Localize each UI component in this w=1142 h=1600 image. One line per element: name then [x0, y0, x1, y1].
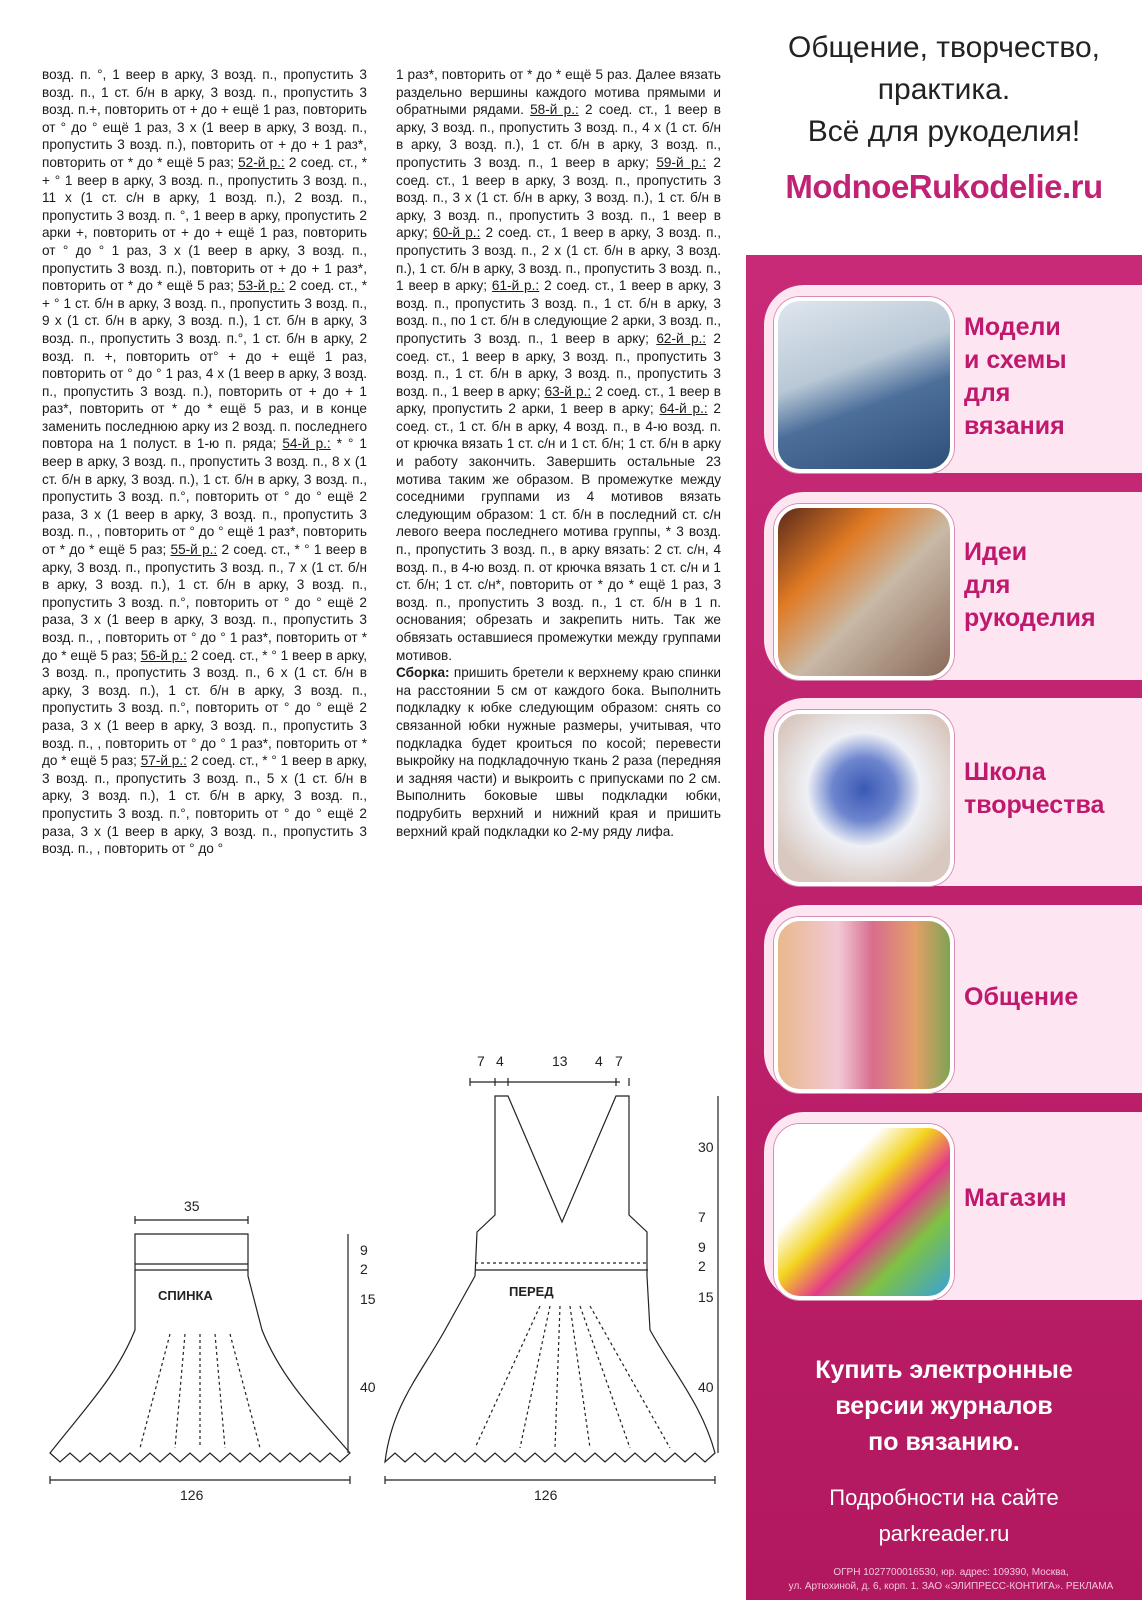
tile-communication[interactable]	[764, 905, 1142, 1093]
back-width-bottom: 126	[180, 1487, 204, 1503]
tile-1-line-1: Модели	[964, 313, 1061, 341]
tile-creativity-school[interactable]	[764, 698, 1142, 886]
tile-2-line-2: для	[964, 571, 1011, 599]
instructions-column-2: 1 раз*, повторить от * до * ещё 5 раз. Далее вязать раздельно вершины каждого мотива прямыми и обратными рядами. 58-й р.: 2 соед. ст., 1 веер в арку, 3 возд. п., пропустить 3 возд. п., 4 х (1 ст. б/н в арку, 3 возд. п.), 1 ст. б/н в арку, 3 возд. п., пропустить 3 возд. п., 1 веер в арку; 59-й р.: 2 соед. ст., 1 веер в арку, 3 возд. п., пропустить 3 возд. п., 3 х (1 ст. б/н в арку, 3 возд. п.), 1 ст. б/н в арку, 3 возд. п., пропустить 3 возд. п., 1 веер в арку; 60-й р.: 2 соед. ст., 1 веер в арку, 3 возд. п., пропустить 3 возд. п., 2 х (1 ст. б/н в арку, 3 возд. п.), 1 ст. б/н в арку, 3 возд. п., пропустить 3 возд. п., 1 веер в арку; 61-й р.: 2 соед. ст., 1 веер в арку, 3 возд. п., пропустить 3 возд. п., 1 ст. б/н в арку, 3 возд. п., по 1 ст. б/н в следующие 2 арки, 3 возд. п., пропустить 3 возд. п., 1 веер в арку; 62-й р.: 2 соед. ст., 1 веер в арку, 3 возд. п., пропустить 3 возд. п., 1 ст. б/н в арку, 3 возд. п., пропустить 3 возд. п., 1 веер в арку; 63-й р.: 2 соед. ст., 1 веер в арку, пропустить 2 арки, 1 веер в арку; 64-й р.: 2 соед. ст., 1 ст. б/н в арку, 4 возд. п., в 4-ю возд. п. от крючка вязать 1 ст. с/н и 1 ст. б/н; 1 ст. б/н в арку и работу закончить. Завершить остальные 23 мотива таким же образом. В промежутке между соседними группами из 4 мотивов вязать следующим образом: 1 ст. б/н в последний ст. с/н левого веера последнего мотива группы, * 3 возд. п., пропустить 3 возд. п., в арку вязать: 2 ст. с/н, 4 возд. п., в 4-ю возд. п. от крючка вязать 1 ст. с/н и 1 ст. б/н; 1 ст. с/н*, повторить от * до * ещё 1 раз, 3 возд. п., пропустить 3 возд. п., 1 ст. б/н в 1 п. основания; обрезать и закрепить нить. Так же обвязать оставшиеся промежутки между группами мотивов. Сборка: пришить бретели к верхнему краю спинки на расстоянии 5 см от каждого бока. Выполнить подкладку к юбке следующим образом: снять со связанной юбки нужные размеры, учитывая, что подкладка будет кроиться по косой; перевести выкройку на подкладочную ткань 2 раза (передняя и задняя части) и выкроить с припусками по 2 см. Выполнить боковые швы подкладки юбки, подрубить верхний и нижний края и пришить верхний край подкладки ко 2-му ряду лифа.	[396, 67, 721, 839]
front-height-1: 9	[698, 1239, 706, 1255]
front-height-neck: 7	[698, 1209, 706, 1225]
buy-line-2: версии журналов	[835, 1392, 1053, 1420]
tile-3-line-1: Школа	[964, 758, 1046, 786]
details-line-1: Подробности на сайте	[829, 1485, 1059, 1510]
buy-line-1: Купить электронные	[815, 1356, 1073, 1384]
advertisement-sidebar	[746, 0, 1142, 1600]
tile-shop[interactable]	[764, 1112, 1142, 1300]
front-height-3: 15	[698, 1289, 714, 1305]
front-top-1: 7	[477, 1053, 485, 1069]
front-top-3: 13	[552, 1053, 568, 1069]
front-width-bottom: 126	[534, 1487, 558, 1503]
tile-1-line-3: для	[964, 379, 1011, 407]
details	[746, 1480, 1142, 1552]
buy-electronic-versions	[746, 1352, 1142, 1460]
tile-3-line-2: творчества	[964, 791, 1105, 819]
front-height-2: 2	[698, 1258, 706, 1274]
front-top-2: 4	[496, 1053, 504, 1069]
ad-headline-1: Общение, творчество,	[788, 31, 1100, 64]
tile-1-line-2: и схемы	[964, 346, 1067, 374]
instructions-column-1: возд. п. °, 1 веер в арку, 3 возд. п., пропустить 3 возд. п., 1 ст. б/н в арку, 3 возд. п., пропустить 3 возд. п.+, повторить от + до + ещё 1 раз, повторить от ° до ° ещё 1 раз, 3 х (1 веер в арку, 3 возд. п., пропустить 3 возд. п.), повторить от + до + 1 раз*, повторить от * до * ещё 5 раз; 52-й р.: 2 соед. ст., * + ° 1 веер в арку, 3 возд. п., пропустить 3 возд. п., 11 х (1 ст. с/н в арку, 1 возд. п.), 2 возд. п., пропустить 3 возд. п. °, 1 веер в арку, пропустить 2 арки +, повторить от + до + ещё 1 раз, повторить от ° до ° 1 раз, 3 х (1 веер в арку, 3 возд. п., пропустить 3 возд. п.), повторить от + до + 1 раз*, повторить от * до * ещё 5 раз; 53-й р.: 2 соед. ст., * + ° 1 ст. б/н в арку, 3 возд. п., пропустить 3 возд. п., 9 х (1 ст. б/н в арку, 3 возд. п.), 1 ст. б/н в арку, 3 возд. п., пропустить 3 возд. п.°, 1 ст. б/н в арку, 2 возд. п. +, повторить от° + до + ещё 1 раз, повторить от ° до ° 1 раз, 4 х (1 веер в арку, 3 возд. п., пропустить 3 возд. п.), повторить от + до + 1 раз*, повторить от * до * ещё 5 раз, и в конце заменить последнюю арку из 2 возд. п. последнего повтора на 1 полуст. в 1-ю п. ряда; 54-й р.: * ° 1 веер в арку, 3 возд. п., пропустить 3 возд. п., 8 х (1 ст. б/н в арку, 3 возд. п.), 1 ст. б/н в арку, 3 возд. п., пропустить 3 возд. п.°, повторить от ° до ° ещё 2 раза, 3 х (1 веер в арку, 3 возд. п., пропустить 3 возд. п., , повторить от ° до ° ещё 1 раз*, повторить от * до * ещё 5 раз; 55-й р.: 2 соед. ст., * ° 1 веер в арку, 3 возд. п., пропустить 3 возд. п., 7 х (1 ст. б/н в арку, 3 возд. п.), 1 ст. б/н в арку, 3 возд. п., пропустить 3 возд. п.°, повторить от ° до ° ещё 2 раза, 3 х (1 веер в арку, 3 возд. п., пропустить 3 возд. п., , повторить от ° до ° 1 раз*, повторить от * до * ещё 5 раз; 56-й р.: 2 соед. ст., * ° 1 веер в арку, 3 возд. п., пропустить 3 возд. п., 6 х (1 ст. б/н в арку, 3 возд. п.), 1 ст. б/н в арку, 3 возд. п., пропустить 3 возд. п.°, повторить от ° до ° ещё 2 раза, 3 х (1 веер в арку, 3 возд. п., пропустить 3 возд. п., , повторить от ° до ° 1 раз*, повторить от * до * ещё 5 раз; 57-й р.: 2 соед. ст., * ° 1 веер в арку, 3 возд. п., пропустить 3 возд. п., 5 х (1 ст. б/н в арку, 3 возд. п.), 1 ст. б/н в арку, 3 возд. п., пропустить 3 возд. п.°, повторить от ° до ° ещё 2 раза, 3 х (1 веер в арку, 3 возд. п., пропустить 3 возд. п., , повторить от ° до °	[42, 67, 367, 857]
ad-headline-3: Всё для рукоделия!	[807, 115, 1081, 148]
front-height-strap: 30	[698, 1139, 714, 1155]
pattern-schematic	[30, 1053, 730, 1530]
front-label: ПЕРЕД	[509, 1284, 554, 1299]
tile-knitting-models[interactable]	[764, 285, 1142, 473]
back-height-1: 9	[360, 1242, 368, 1258]
front-height-4: 40	[698, 1379, 714, 1395]
legal-line-2: ул. Артюхиной, д. 6, корп. 1. ЗАО «ЭЛИПРЕСС-КОНТИГА». РЕКЛАМА	[788, 1581, 1114, 1592]
embroidery-photo	[774, 710, 954, 886]
knitting-model-photo	[774, 297, 954, 473]
tile-craft-ideas[interactable]	[764, 492, 1142, 680]
tile-4-line-1: Общение	[964, 983, 1079, 1011]
back-height-3: 15	[360, 1291, 376, 1307]
site-link[interactable]: parkreader.ru	[878, 1521, 1010, 1546]
back-piece-outline	[50, 1234, 350, 1462]
front-piece-outline	[385, 1096, 715, 1462]
front-top-5: 7	[615, 1053, 623, 1069]
front-top-4: 4	[595, 1053, 603, 1069]
brand-link[interactable]: ModnoeRukodelie.ru	[785, 168, 1103, 205]
buy-line-3: по вязанию.	[868, 1428, 1020, 1456]
back-height-4: 40	[360, 1379, 376, 1395]
back-label: СПИНКА	[158, 1288, 213, 1303]
dolls-photo	[774, 917, 954, 1093]
pillows-photo	[774, 504, 954, 680]
tile-2-line-3: рукоделия	[964, 604, 1096, 632]
tile-5-line-1: Магазин	[964, 1184, 1067, 1212]
legal-line-1: ОГРН 1027700016530, юр. адрес: 109390, Москва,	[833, 1567, 1069, 1578]
legal-text	[766, 1566, 1136, 1594]
ad-header	[746, 0, 1142, 255]
tile-2-line-1: Идеи	[964, 538, 1028, 566]
ad-headline-2: практика.	[877, 73, 1011, 106]
back-height-2: 2	[360, 1261, 368, 1277]
shopping-bags-photo	[774, 1124, 954, 1300]
back-width-top: 35	[184, 1198, 200, 1214]
tile-1-line-4: вязания	[964, 412, 1065, 440]
